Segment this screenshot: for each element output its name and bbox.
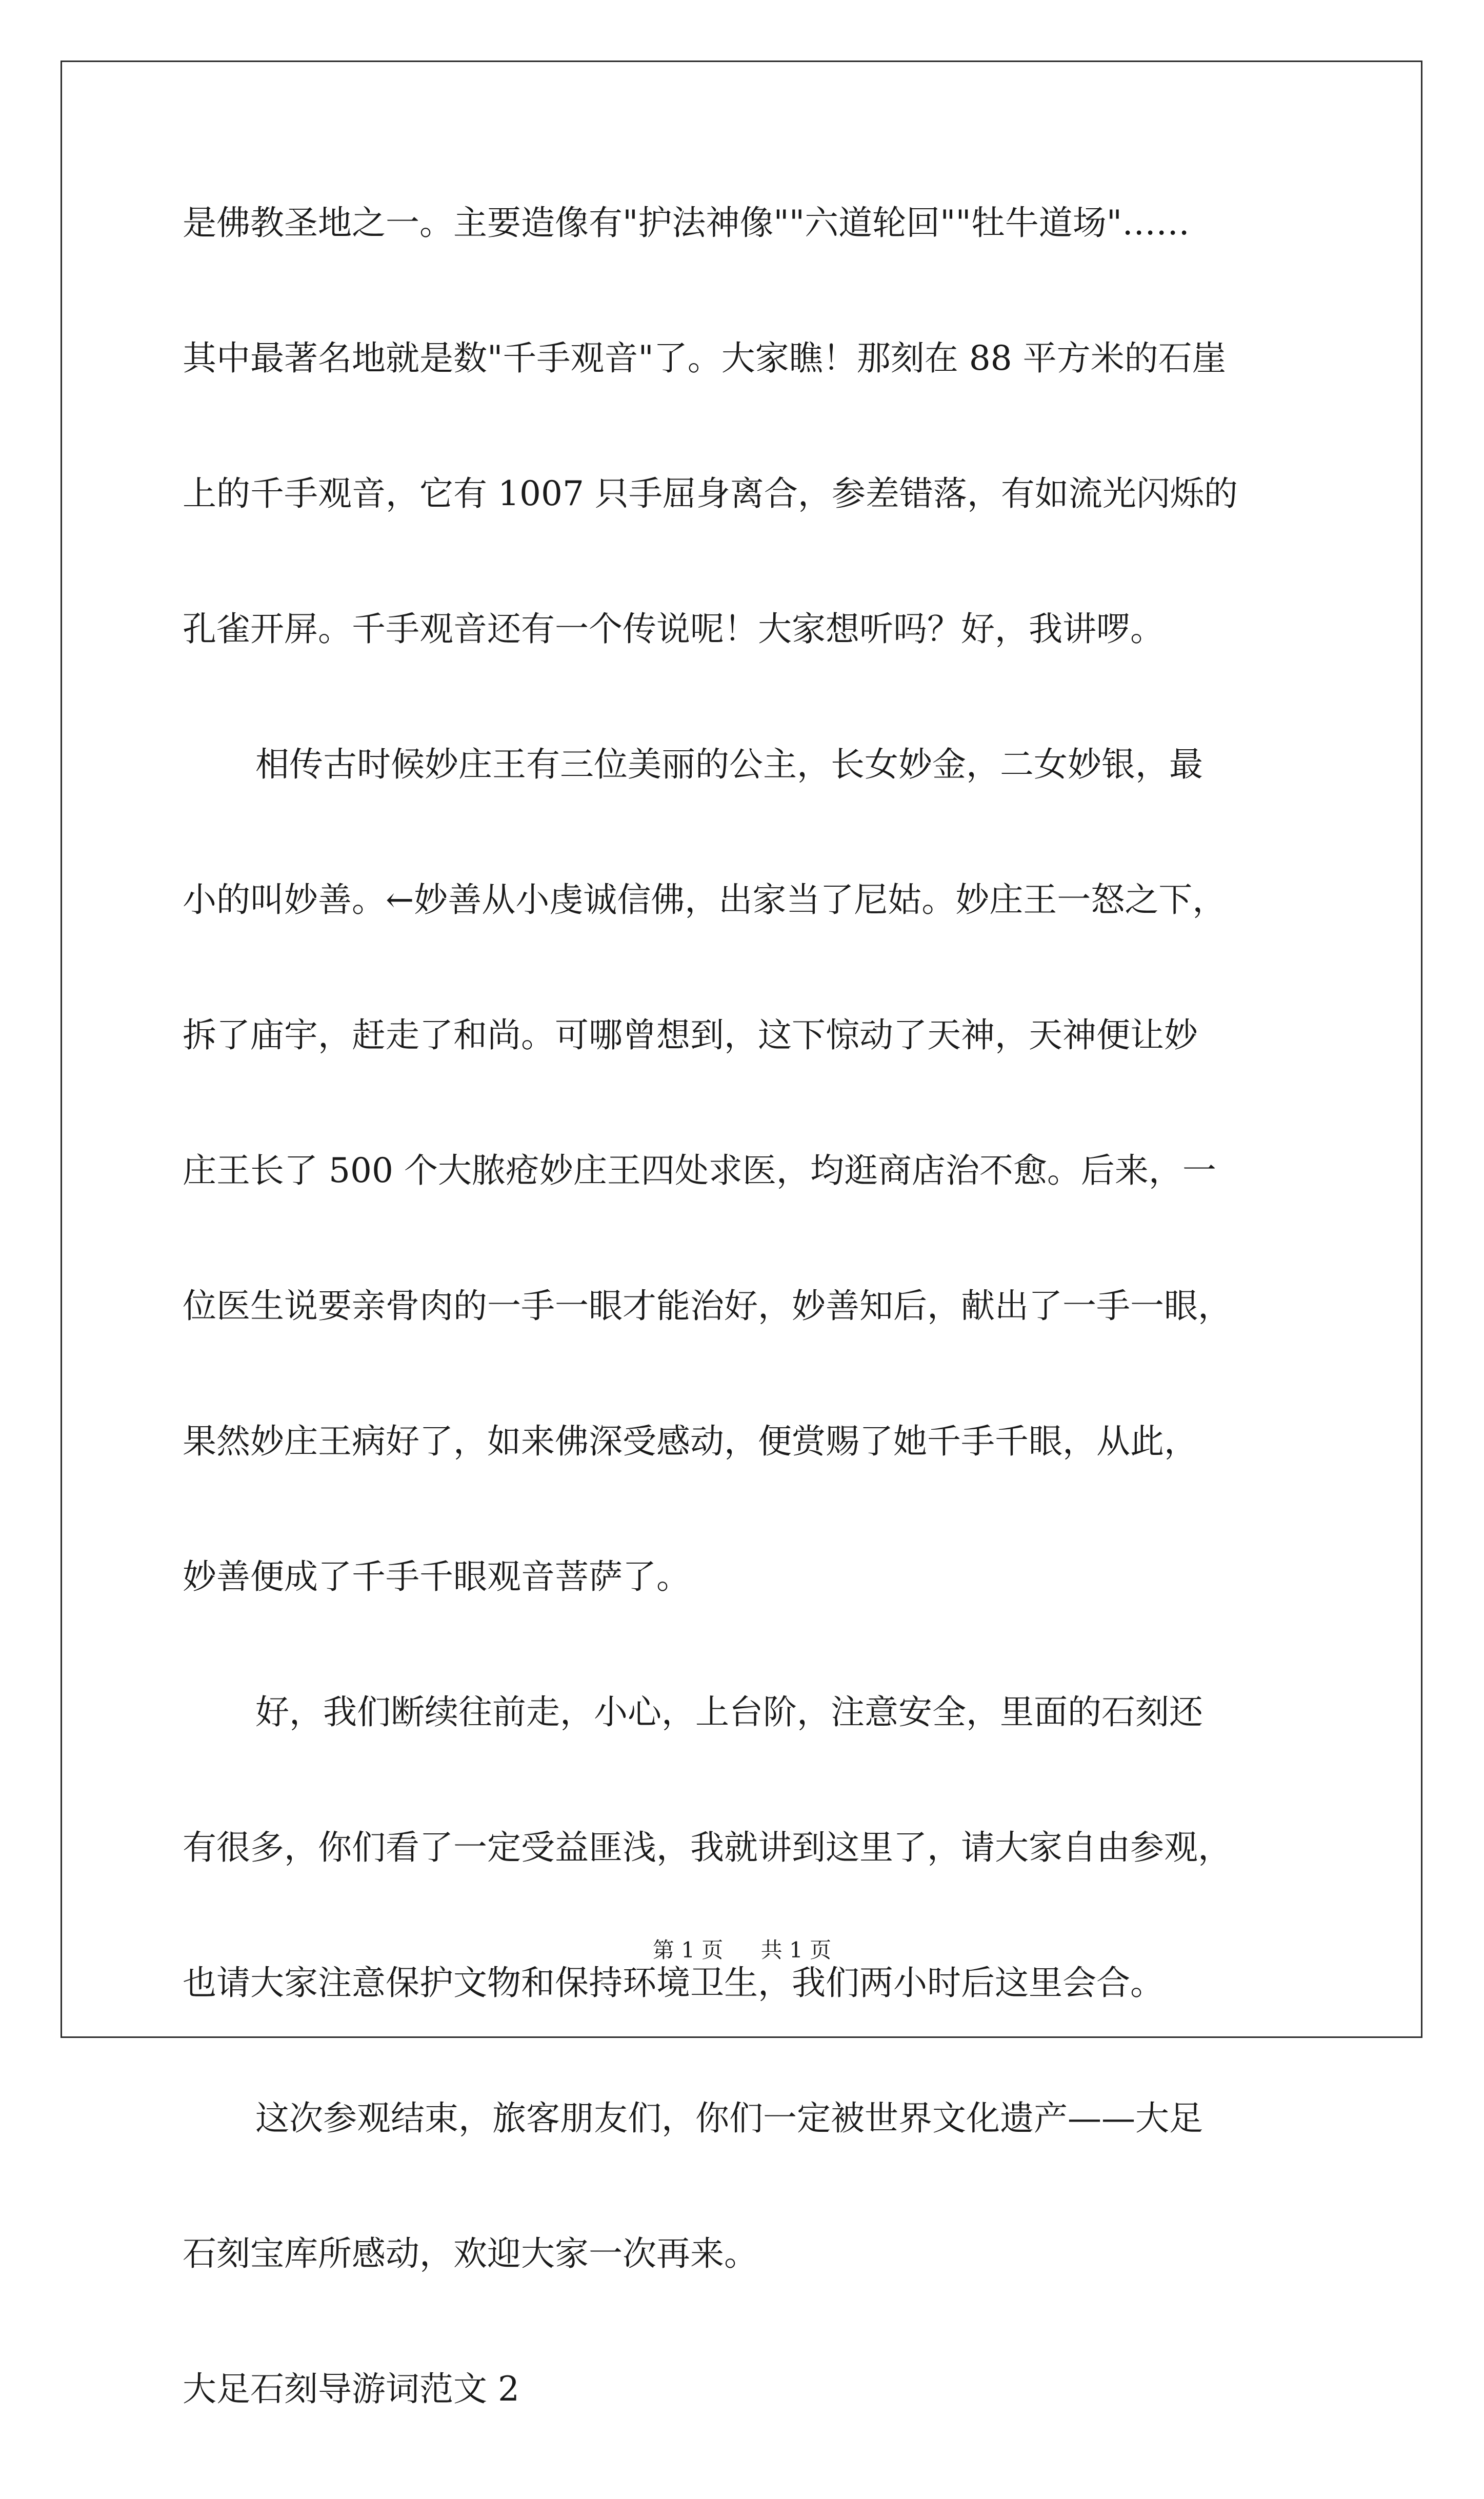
text-line-8: 庄王长了 500 个大脓疮妙庄王四处求医，均逛商店治不愈。后来，一 [183,1151,1216,1190]
text-line-12: 好，我们断续往前走，小心，上台阶，注意安全，里面的石刻还 [255,1692,1203,1732]
text-line-11: 妙善便成了千手千眼观音菩萨了。 [183,1557,690,1596]
text-line-14: 也请大家注意保护文物和保持环境卫生，我们两小时后这里会合。 [183,1963,1164,2003]
text-line-1: 是佛教圣地之一。主要造像有"护法神像""六道轮回""牡牛道场"…… [183,203,1190,243]
page-number: 第 1 页 [652,1937,724,1963]
text-line-10: 果然妙庄王病好了，如来佛深受感动，便赏赐了她千手千眼，从此， [183,1422,1198,1461]
text-line-5: 相传古时候妙庄王有三位美丽的公主，长女妙金，二女妙银，最 [255,745,1203,784]
text-line-4: 孔雀开屏。千手观音还有一个传说呢！大家想听吗？好，我讲啰。 [183,609,1164,649]
document-body [183,197,1309,2499]
section-heading: 大足石刻导游词范文 2 [183,2369,519,2409]
text-line-3: 上的千手观音，它有 1007 只手屈身离合，参差错落，有如流光闪烁的 [183,474,1238,513]
page-footer [0,1933,1484,1964]
text-line-16: 石刻宝库所感动，欢迎大家一次再来。 [183,2234,758,2273]
text-line-7: 拆了庙宇，赶走了和尚。可哪曾想到，这下惊动了天神，天神便让妙 [183,1015,1198,1055]
text-line-2: 其中最著名地就是数"千手观音"了。大家瞧！那刻在 88 平方米的石崖 [183,338,1226,378]
text-line-9: 位医生说要亲骨肉的一手一眼才能治好，妙善知后，献出了一手一眼， [183,1286,1232,1326]
text-line-15: 这次参观结束，旅客朋友们，你们一定被世界文化遗产——大足 [255,2098,1203,2138]
page-total: 共 1 页 [760,1937,832,1963]
text-line-6: 小的叫妙善。←妙善从小虔诚信佛，出家当了尼姑。妙庄王一怒之下， [183,880,1227,919]
text-line-13: 有很多，你们看了一定受益匪浅，我就讲到这里了，请大家自由参观， [183,1828,1232,1867]
